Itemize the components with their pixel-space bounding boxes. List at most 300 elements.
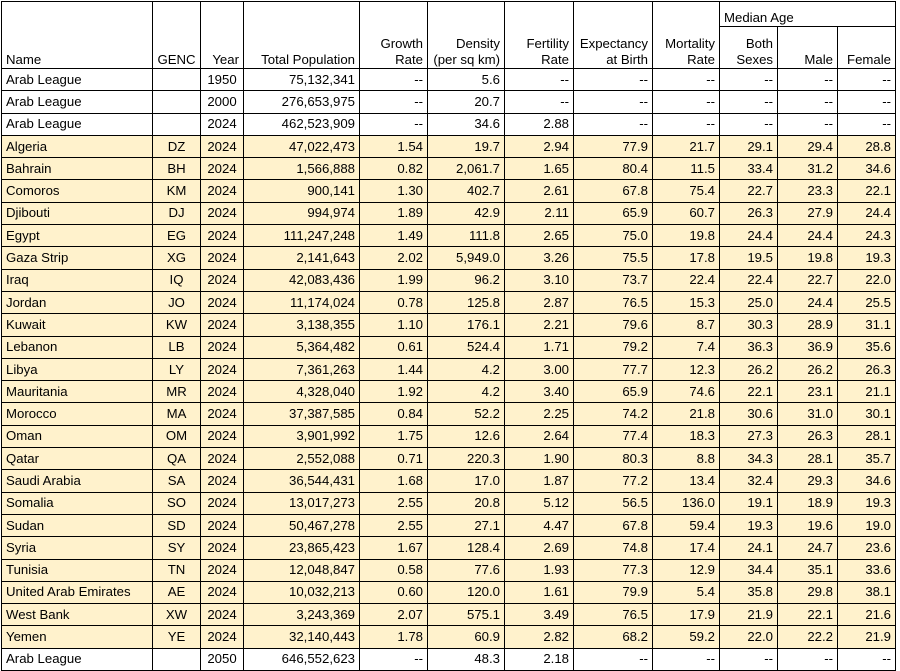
cell-female: 21.6: [838, 604, 896, 626]
cell-fertility: 3.00: [505, 358, 574, 380]
table-row: [2, 581, 896, 603]
cell-both: 35.8: [720, 581, 778, 603]
cell-both: 22.1: [720, 381, 778, 403]
cell-pop: 3,138,355: [244, 314, 360, 336]
expectancy-header: [574, 27, 653, 69]
cell-name: Arab League: [2, 648, 153, 670]
cell-growth: 0.61: [360, 336, 428, 358]
cell-pop: 36,544,431: [244, 470, 360, 492]
cell-both: --: [720, 113, 778, 135]
cell-genc: AE: [153, 581, 201, 603]
cell-density: 5,949.0: [428, 247, 505, 269]
cell-density: 17.0: [428, 470, 505, 492]
cell-female: 23.6: [838, 537, 896, 559]
cell-expectancy: 75.5: [574, 247, 653, 269]
cell-mortality: 17.4: [653, 537, 720, 559]
cell-year: 2024: [201, 291, 244, 313]
cell-year: 2024: [201, 358, 244, 380]
header-group-row: [2, 2, 896, 27]
cell-mortality: 7.4: [653, 336, 720, 358]
cell-mortality: 18.3: [653, 425, 720, 447]
both-sexes-header: [720, 27, 778, 69]
cell-name: Egypt: [2, 225, 153, 247]
cell-female: 19.0: [838, 514, 896, 536]
cell-female: 21.9: [838, 626, 896, 648]
cell-fertility: 1.61: [505, 581, 574, 603]
cell-density: 524.4: [428, 336, 505, 358]
cell-both: 24.4: [720, 225, 778, 247]
cell-year: 2024: [201, 470, 244, 492]
header-line1: Fertility: [526, 36, 569, 51]
cell-pop: 3,901,992: [244, 425, 360, 447]
cell-pop: 111,247,248: [244, 225, 360, 247]
cell-male: 28.9: [778, 314, 838, 336]
table-row: [2, 648, 896, 670]
cell-year: 2024: [201, 269, 244, 291]
cell-pop: 276,653,975: [244, 91, 360, 113]
cell-pop: 32,140,443: [244, 626, 360, 648]
cell-growth: 1.75: [360, 425, 428, 447]
cell-mortality: 60.7: [653, 202, 720, 224]
cell-male: 28.1: [778, 448, 838, 470]
cell-male: 23.1: [778, 381, 838, 403]
cell-both: --: [720, 69, 778, 91]
cell-density: 176.1: [428, 314, 505, 336]
population-table: [1, 1, 896, 671]
table-row: [2, 158, 896, 180]
cell-pop: 10,032,213: [244, 581, 360, 603]
cell-year: 2024: [201, 135, 244, 157]
cell-name: Oman: [2, 425, 153, 447]
cell-density: 402.7: [428, 180, 505, 202]
cell-both: 30.3: [720, 314, 778, 336]
cell-year: 2024: [201, 604, 244, 626]
table-row: [2, 225, 896, 247]
cell-pop: 42,083,436: [244, 269, 360, 291]
cell-year: 2024: [201, 247, 244, 269]
cell-pop: 12,048,847: [244, 559, 360, 581]
cell-male: 36.9: [778, 336, 838, 358]
cell-both: --: [720, 648, 778, 670]
cell-expectancy: 77.3: [574, 559, 653, 581]
header-spacer: [653, 2, 720, 27]
cell-mortality: 13.4: [653, 470, 720, 492]
cell-fertility: 2.87: [505, 291, 574, 313]
cell-pop: 462,523,909: [244, 113, 360, 135]
cell-mortality: --: [653, 69, 720, 91]
cell-growth: 1.99: [360, 269, 428, 291]
cell-male: 29.3: [778, 470, 838, 492]
cell-expectancy: 68.2: [574, 626, 653, 648]
header-spacer: [574, 2, 653, 27]
cell-mortality: --: [653, 113, 720, 135]
cell-female: 22.1: [838, 180, 896, 202]
cell-male: 24.4: [778, 225, 838, 247]
header-spacer: [360, 2, 428, 27]
cell-growth: 1.44: [360, 358, 428, 380]
cell-genc: SA: [153, 470, 201, 492]
male-header: [778, 27, 838, 69]
cell-expectancy: 77.9: [574, 135, 653, 157]
cell-growth: --: [360, 113, 428, 135]
cell-mortality: 11.5: [653, 158, 720, 180]
header-row: [2, 27, 896, 69]
cell-mortality: 8.7: [653, 314, 720, 336]
cell-name: Lebanon: [2, 336, 153, 358]
cell-genc: SD: [153, 514, 201, 536]
cell-mortality: 21.8: [653, 403, 720, 425]
cell-genc: SO: [153, 492, 201, 514]
cell-genc: SY: [153, 537, 201, 559]
cell-male: 35.1: [778, 559, 838, 581]
cell-name: Kuwait: [2, 314, 153, 336]
cell-growth: --: [360, 69, 428, 91]
cell-name: Yemen: [2, 626, 153, 648]
cell-name: Iraq: [2, 269, 153, 291]
table-row: [2, 381, 896, 403]
cell-female: 24.3: [838, 225, 896, 247]
cell-male: 26.2: [778, 358, 838, 380]
cell-density: 111.8: [428, 225, 505, 247]
cell-male: 22.7: [778, 269, 838, 291]
median-age-group-header: Median Age: [720, 2, 896, 27]
cell-genc: XG: [153, 247, 201, 269]
table-row: [2, 269, 896, 291]
cell-male: --: [778, 648, 838, 670]
cell-year: 2024: [201, 514, 244, 536]
header-line2: Year: [212, 52, 239, 67]
table-row: [2, 559, 896, 581]
cell-fertility: 4.47: [505, 514, 574, 536]
cell-both: 27.3: [720, 425, 778, 447]
cell-male: 18.9: [778, 492, 838, 514]
header-line2: Name: [6, 52, 42, 67]
cell-pop: 7,361,263: [244, 358, 360, 380]
header-line1: Growth: [380, 36, 423, 51]
cell-genc: TN: [153, 559, 201, 581]
cell-name: West Bank: [2, 604, 153, 626]
cell-fertility: 1.87: [505, 470, 574, 492]
cell-year: 2024: [201, 314, 244, 336]
table-row: [2, 403, 896, 425]
cell-expectancy: 74.2: [574, 403, 653, 425]
cell-female: 34.6: [838, 158, 896, 180]
cell-name: Gaza Strip: [2, 247, 153, 269]
cell-both: 26.3: [720, 202, 778, 224]
cell-expectancy: 65.9: [574, 202, 653, 224]
header-line2: Total Population: [261, 52, 355, 67]
cell-fertility: 5.12: [505, 492, 574, 514]
cell-genc: LB: [153, 336, 201, 358]
cell-growth: 1.92: [360, 381, 428, 403]
cell-mortality: 8.8: [653, 448, 720, 470]
cell-fertility: --: [505, 91, 574, 113]
cell-female: 22.0: [838, 269, 896, 291]
table-row: [2, 202, 896, 224]
header-line2: at Birth: [606, 52, 648, 67]
cell-year: 2024: [201, 626, 244, 648]
cell-growth: 0.82: [360, 158, 428, 180]
cell-female: 19.3: [838, 492, 896, 514]
cell-fertility: 2.18: [505, 648, 574, 670]
cell-female: 30.1: [838, 403, 896, 425]
cell-genc: [153, 91, 201, 113]
cell-both: 30.6: [720, 403, 778, 425]
cell-fertility: 2.21: [505, 314, 574, 336]
cell-fertility: 2.65: [505, 225, 574, 247]
cell-female: 38.1: [838, 581, 896, 603]
header-line2: Rate: [395, 52, 423, 67]
cell-name: Morocco: [2, 403, 153, 425]
cell-fertility: 1.93: [505, 559, 574, 581]
cell-mortality: 5.4: [653, 581, 720, 603]
cell-genc: QA: [153, 448, 201, 470]
cell-expectancy: 65.9: [574, 381, 653, 403]
cell-expectancy: 77.2: [574, 470, 653, 492]
table-row: [2, 91, 896, 113]
cell-fertility: 3.26: [505, 247, 574, 269]
cell-both: 34.3: [720, 448, 778, 470]
cell-female: --: [838, 648, 896, 670]
cell-female: 25.5: [838, 291, 896, 313]
cell-name: Qatar: [2, 448, 153, 470]
cell-name: Somalia: [2, 492, 153, 514]
cell-growth: 0.71: [360, 448, 428, 470]
cell-name: Comoros: [2, 180, 153, 202]
cell-growth: 1.68: [360, 470, 428, 492]
header-line2: (per sq km): [433, 52, 500, 67]
cell-expectancy: 56.5: [574, 492, 653, 514]
cell-pop: 13,017,273: [244, 492, 360, 514]
header-line2: Female: [847, 52, 891, 67]
cell-female: --: [838, 69, 896, 91]
cell-male: 29.4: [778, 135, 838, 157]
cell-name: Libya: [2, 358, 153, 380]
cell-year: 2024: [201, 180, 244, 202]
female-header: [838, 27, 896, 69]
table-row: [2, 604, 896, 626]
cell-year: 2024: [201, 559, 244, 581]
cell-mortality: 75.4: [653, 180, 720, 202]
cell-expectancy: 77.7: [574, 358, 653, 380]
cell-male: 22.2: [778, 626, 838, 648]
cell-genc: KW: [153, 314, 201, 336]
cell-mortality: 15.3: [653, 291, 720, 313]
cell-expectancy: --: [574, 91, 653, 113]
header-line2: Rate: [687, 52, 715, 67]
table-row: [2, 247, 896, 269]
cell-pop: 23,865,423: [244, 537, 360, 559]
cell-fertility: 2.25: [505, 403, 574, 425]
cell-name: Arab League: [2, 91, 153, 113]
cell-density: 5.6: [428, 69, 505, 91]
cell-name: Tunisia: [2, 559, 153, 581]
cell-density: 27.1: [428, 514, 505, 536]
cell-fertility: 1.65: [505, 158, 574, 180]
cell-fertility: 1.90: [505, 448, 574, 470]
cell-male: --: [778, 69, 838, 91]
cell-name: Arab League: [2, 113, 153, 135]
genc-header: [153, 27, 201, 69]
cell-genc: DJ: [153, 202, 201, 224]
cell-growth: 1.67: [360, 537, 428, 559]
cell-year: 2024: [201, 448, 244, 470]
cell-year: 2024: [201, 581, 244, 603]
cell-both: 33.4: [720, 158, 778, 180]
table-row: [2, 537, 896, 559]
cell-both: 22.4: [720, 269, 778, 291]
cell-female: 26.3: [838, 358, 896, 380]
cell-fertility: 2.94: [505, 135, 574, 157]
cell-genc: JO: [153, 291, 201, 313]
cell-expectancy: 76.5: [574, 604, 653, 626]
cell-growth: 1.49: [360, 225, 428, 247]
cell-growth: 2.55: [360, 514, 428, 536]
table-row: [2, 113, 896, 135]
cell-fertility: 3.40: [505, 381, 574, 403]
table-row: [2, 69, 896, 91]
cell-density: 2,061.7: [428, 158, 505, 180]
total-population-header: [244, 27, 360, 69]
cell-mortality: 17.8: [653, 247, 720, 269]
cell-expectancy: 76.5: [574, 291, 653, 313]
table-row: [2, 492, 896, 514]
cell-female: 33.6: [838, 559, 896, 581]
cell-genc: DZ: [153, 135, 201, 157]
cell-female: --: [838, 91, 896, 113]
cell-expectancy: --: [574, 69, 653, 91]
cell-expectancy: --: [574, 113, 653, 135]
cell-mortality: 21.7: [653, 135, 720, 157]
cell-expectancy: 80.3: [574, 448, 653, 470]
cell-both: 34.4: [720, 559, 778, 581]
cell-name: Algeria: [2, 135, 153, 157]
cell-male: 26.3: [778, 425, 838, 447]
cell-genc: IQ: [153, 269, 201, 291]
cell-mortality: --: [653, 91, 720, 113]
header-spacer: [244, 2, 360, 27]
cell-male: 27.9: [778, 202, 838, 224]
cell-pop: 37,387,585: [244, 403, 360, 425]
cell-growth: 0.84: [360, 403, 428, 425]
table-row: [2, 470, 896, 492]
cell-density: 12.6: [428, 425, 505, 447]
cell-growth: 1.54: [360, 135, 428, 157]
cell-pop: 50,467,278: [244, 514, 360, 536]
cell-expectancy: 73.7: [574, 269, 653, 291]
cell-fertility: 1.71: [505, 336, 574, 358]
cell-female: 35.6: [838, 336, 896, 358]
cell-density: 4.2: [428, 381, 505, 403]
table-row: [2, 291, 896, 313]
cell-density: 42.9: [428, 202, 505, 224]
cell-pop: 2,141,643: [244, 247, 360, 269]
cell-growth: 0.78: [360, 291, 428, 313]
cell-genc: [153, 648, 201, 670]
cell-mortality: 12.9: [653, 559, 720, 581]
cell-female: 34.6: [838, 470, 896, 492]
header-line1: Both: [745, 36, 773, 51]
cell-expectancy: 79.6: [574, 314, 653, 336]
cell-density: 575.1: [428, 604, 505, 626]
cell-genc: OM: [153, 425, 201, 447]
table-row: [2, 180, 896, 202]
cell-expectancy: 67.8: [574, 514, 653, 536]
cell-density: 120.0: [428, 581, 505, 603]
header-spacer: [2, 2, 153, 27]
cell-female: 31.1: [838, 314, 896, 336]
cell-year: 2024: [201, 425, 244, 447]
cell-female: 24.4: [838, 202, 896, 224]
cell-fertility: 2.64: [505, 425, 574, 447]
cell-name: Djibouti: [2, 202, 153, 224]
cell-fertility: --: [505, 69, 574, 91]
header-line1: Density: [456, 36, 500, 51]
cell-pop: 5,364,482: [244, 336, 360, 358]
table-row: [2, 626, 896, 648]
cell-pop: 4,328,040: [244, 381, 360, 403]
header-line1: Mortality: [665, 36, 715, 51]
cell-mortality: 19.8: [653, 225, 720, 247]
header-line2: Male: [804, 52, 833, 67]
cell-growth: 1.89: [360, 202, 428, 224]
cell-fertility: 2.69: [505, 537, 574, 559]
cell-mortality: 136.0: [653, 492, 720, 514]
density-header: [428, 27, 505, 69]
cell-name: Arab League: [2, 69, 153, 91]
cell-both: --: [720, 91, 778, 113]
cell-pop: 47,022,473: [244, 135, 360, 157]
year-header: [201, 27, 244, 69]
cell-female: 28.1: [838, 425, 896, 447]
fertility-rate-header: [505, 27, 574, 69]
cell-genc: MR: [153, 381, 201, 403]
cell-growth: 0.60: [360, 581, 428, 603]
cell-mortality: 59.4: [653, 514, 720, 536]
cell-genc: XW: [153, 604, 201, 626]
cell-pop: 900,141: [244, 180, 360, 202]
cell-mortality: 22.4: [653, 269, 720, 291]
cell-fertility: 3.10: [505, 269, 574, 291]
cell-pop: 3,243,369: [244, 604, 360, 626]
cell-both: 26.2: [720, 358, 778, 380]
cell-year: 2000: [201, 91, 244, 113]
cell-mortality: --: [653, 648, 720, 670]
cell-both: 22.0: [720, 626, 778, 648]
cell-male: 29.8: [778, 581, 838, 603]
cell-male: 31.2: [778, 158, 838, 180]
cell-year: 2024: [201, 403, 244, 425]
cell-expectancy: 75.0: [574, 225, 653, 247]
cell-male: 31.0: [778, 403, 838, 425]
cell-growth: 1.30: [360, 180, 428, 202]
table-row: [2, 448, 896, 470]
cell-year: 2024: [201, 492, 244, 514]
cell-fertility: 2.88: [505, 113, 574, 135]
table-row: [2, 358, 896, 380]
table-row: [2, 135, 896, 157]
cell-name: Bahrain: [2, 158, 153, 180]
cell-pop: 11,174,024: [244, 291, 360, 313]
cell-both: 25.0: [720, 291, 778, 313]
cell-year: 2024: [201, 381, 244, 403]
cell-density: 125.8: [428, 291, 505, 313]
cell-male: 24.7: [778, 537, 838, 559]
name-header: [2, 27, 153, 69]
cell-year: 2024: [201, 202, 244, 224]
cell-pop: 994,974: [244, 202, 360, 224]
cell-expectancy: 74.8: [574, 537, 653, 559]
